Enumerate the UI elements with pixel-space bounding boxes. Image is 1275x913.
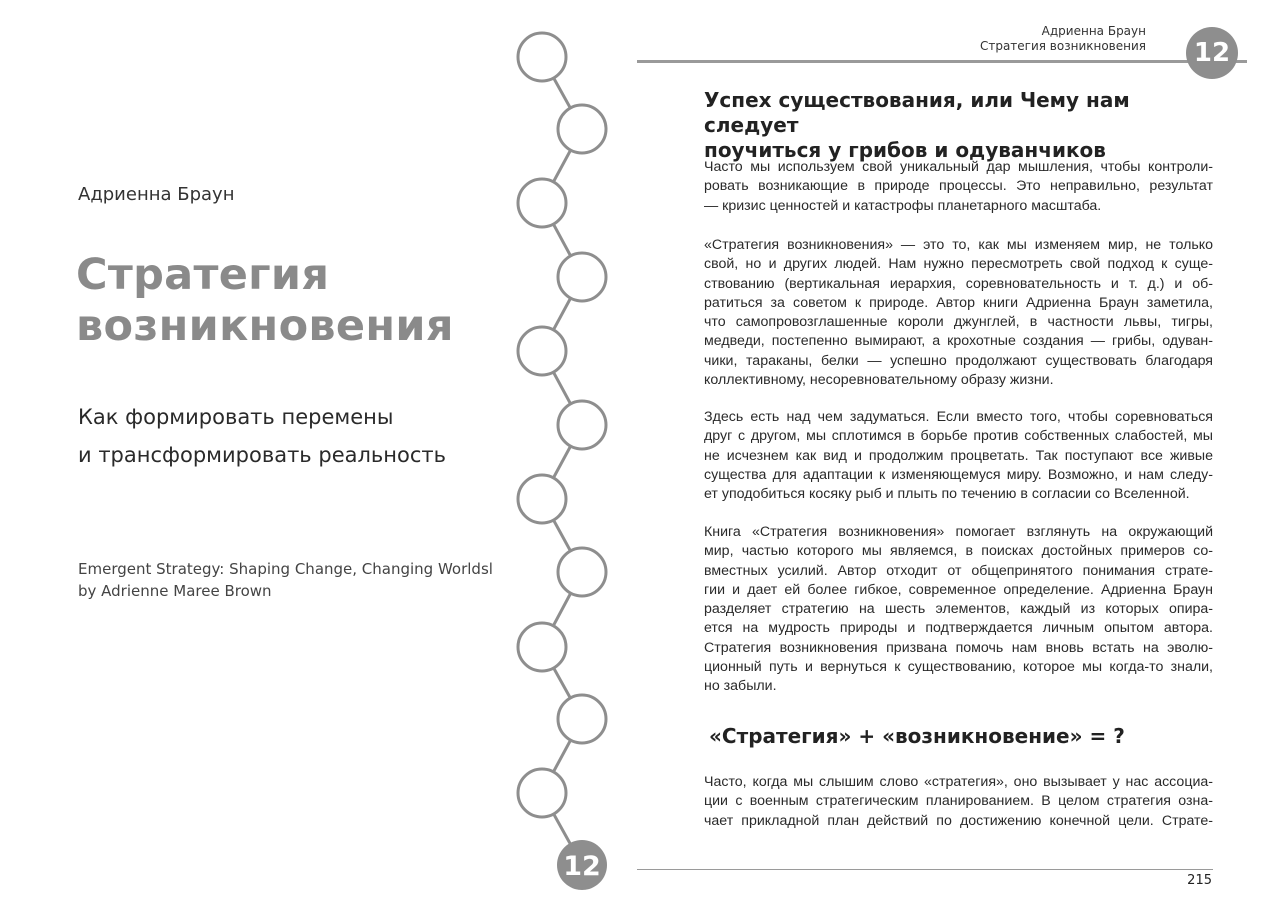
chain-circle — [518, 769, 566, 817]
text-line: что самопровозглашенные короли джунглей, в частности львы, тигры, — [704, 314, 1213, 331]
text-line: чает прикладной план действий по достижению конечной цели. Страте- — [704, 812, 1213, 829]
text-line: Стратегия возникновения призвана помочь нам вновь встать на эволю- — [704, 639, 1213, 656]
original-title-line: Emergent Strategy: Shaping Change, Changing Worldsl — [78, 560, 493, 578]
text-line: друг с другом, мы сплотимся в борьбе против собственных слабостей, мы — [704, 428, 1213, 445]
text-line: существа для адаптации к изменяющемуся миру. Возможно, и нам следу- — [704, 466, 1213, 483]
text-line: Часто мы используем свой уникальный дар мышления, чтобы контроли- — [704, 159, 1213, 175]
right-page — [637, 0, 1275, 913]
book-subtitle-line: Как формировать перемены — [78, 405, 394, 429]
chain-circle — [518, 623, 566, 671]
paragraph — [704, 236, 1213, 390]
chain-circles — [518, 33, 606, 817]
text-line: коллективному, несоревновательному образу жизни. — [704, 372, 1054, 389]
header-rule — [637, 60, 1247, 63]
original-title-line: by Adrienne Maree Brown — [78, 582, 272, 600]
section-heading: «Стратегия» + «возникновение» = ? — [709, 724, 1125, 748]
book-title-line: Стратегия — [76, 250, 330, 300]
text-line: «Стратегия возникновения» — это то, как мы изменяем мир, не только — [704, 237, 1213, 253]
circle-chain-decoration — [500, 20, 630, 900]
paragraph — [704, 523, 1213, 697]
chain-circle — [558, 253, 606, 301]
text-line: — кризис ценностей и катастрофы планетарного масштаба. — [704, 197, 1102, 214]
chain-circle — [558, 695, 606, 743]
text-line: ствованию (вертикальная иерархия, соревновательность и т. д.) и об- — [704, 275, 1213, 292]
book-subtitle-line: и трансформировать реальность — [78, 443, 447, 467]
text-line: Здесь есть над чем задуматься. Если вместо того, чтобы соревноваться — [704, 409, 1213, 425]
chapter-badge: 12 — [1186, 27, 1238, 79]
book-title-line: возникновения — [76, 301, 454, 351]
text-line: ции с военным стратегическим планированием. В целом стратегия озна- — [704, 793, 1213, 810]
chain-circle — [558, 105, 606, 153]
text-line: чики, тараканы, белки — успешно продолжают существовать благодаря — [704, 352, 1213, 369]
chain-circle — [558, 401, 606, 449]
chain-circle — [518, 33, 566, 81]
text-line: разделяет стратегию на шесть элементов, каждый из которых опира- — [704, 601, 1213, 618]
footer-rule — [637, 869, 1213, 870]
text-line: Книга «Стратегия возникновения» помогает взглянуть на окружающий — [704, 524, 1213, 540]
article-heading-line: Успех существования, или Чему нам следует — [704, 88, 1130, 137]
text-line: ратиться за советом к природе. Автор книги Адриенна Браун заметила, — [704, 294, 1213, 311]
chain-circle — [518, 327, 566, 375]
text-line: свой, но и других людей. Нам нужно пересмотреть свой подход к суще- — [704, 256, 1213, 273]
text-line: ет уподобиться косяку рыб и плыть по течению в согласии со Вселенной. — [704, 486, 1190, 503]
page-number: 215 — [1187, 873, 1212, 888]
text-line: вместных усилий. Автор отходит от общепринятого понимания страте- — [704, 562, 1213, 579]
article-heading — [704, 88, 1224, 163]
book-author: Адриенна Браун — [78, 184, 235, 205]
text-line: ровать возникающие в природе процессы. Это неправильно, результат — [704, 178, 1213, 195]
text-line: ется на мудрость природы и подтверждается личным опытом автора. — [704, 620, 1213, 637]
running-header — [980, 24, 1146, 54]
text-line: мир, частью которого мы являемся, в поисках достойных примеров со- — [704, 543, 1213, 560]
original-title — [78, 558, 493, 602]
chain-badge-number: 12 — [563, 851, 601, 882]
chain-links — [542, 57, 582, 865]
paragraph — [704, 773, 1213, 831]
text-line: ционный путь и вернуться к существованию, которое мы когда-то знали, — [704, 659, 1213, 676]
text-line: не исчезнем как вид и продолжим процветать. Так поступают все живые — [704, 447, 1213, 464]
running-header-title: Стратегия возникновения — [979, 39, 1146, 53]
paragraph — [704, 408, 1213, 504]
running-header-author: Адриенна Браун — [1041, 24, 1146, 38]
text-line: Часто, когда мы слышим слово «стратегия», оно вызывает у нас ассоциа- — [704, 774, 1213, 790]
chain-circle — [518, 179, 566, 227]
book-subtitle — [78, 398, 446, 474]
book-title — [76, 250, 516, 352]
left-page — [0, 0, 510, 913]
text-line: но забыли. — [704, 678, 777, 695]
chain-circle — [558, 548, 606, 596]
article-heading-line: поучиться у грибов и одуванчиков — [704, 138, 1106, 162]
chain-circle — [518, 475, 566, 523]
paragraph — [704, 158, 1213, 216]
text-line: медведи, постепенно вымирают, а крохотные создания — грибы, одуван- — [704, 333, 1213, 350]
text-line: гии и дает ей более гибкое, современное определение. Адриенна Браун — [704, 581, 1213, 598]
